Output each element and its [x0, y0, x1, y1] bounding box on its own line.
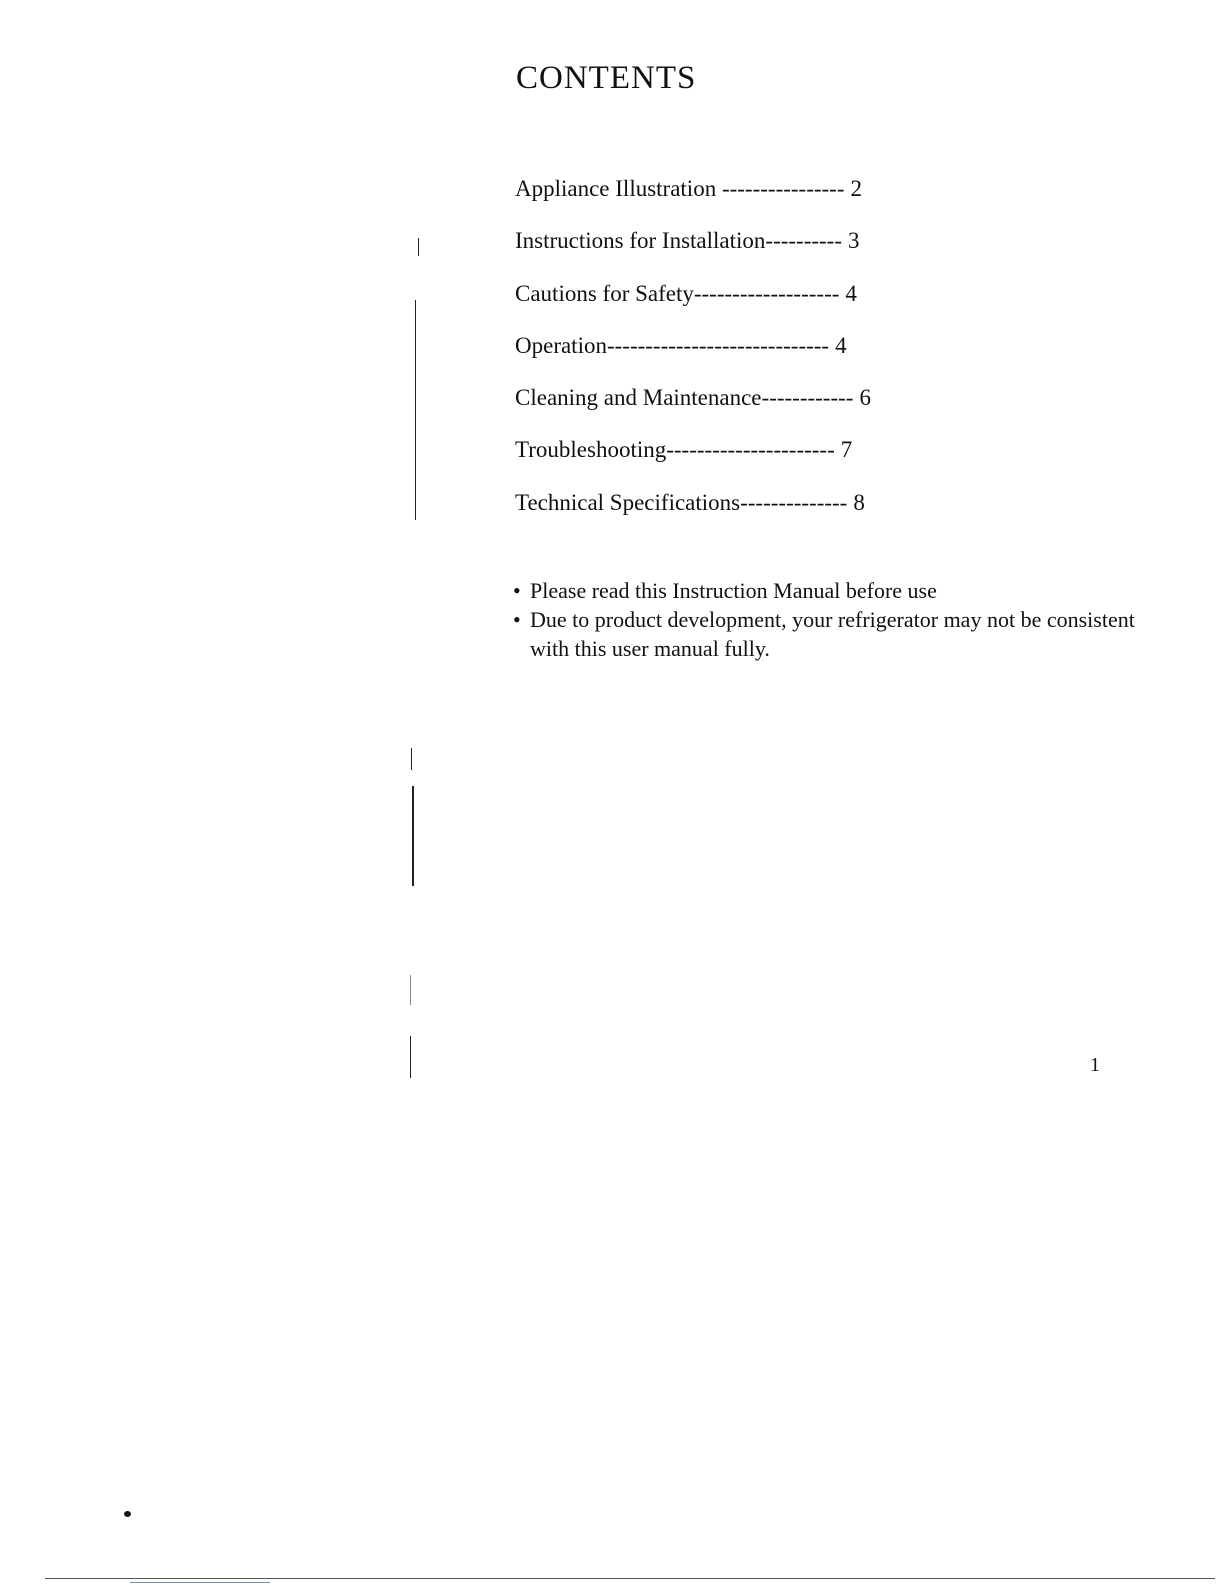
toc-entry-installation: [515, 222, 935, 274]
toc-page-number: 8: [853, 489, 865, 515]
scan-artifact-line: [410, 1036, 411, 1078]
toc-entry-cleaning: [515, 379, 935, 431]
toc-entry-title: Cleaning and Maintenance: [515, 385, 762, 411]
toc-leader: ----------------------: [666, 437, 835, 463]
toc-leader: ----------------: [716, 176, 845, 201]
toc-page-number: 4: [835, 332, 847, 358]
scan-artifact-line: [410, 975, 411, 1005]
scan-artifact-line: [415, 300, 416, 520]
toc-entry-appliance-illustration: [515, 170, 935, 222]
toc-entry-safety: [515, 275, 935, 327]
toc-leader: -----------------------------: [606, 332, 830, 358]
toc-entry-troubleshooting: [515, 431, 935, 483]
toc-entry-operation: [515, 327, 935, 379]
scan-artifact-line: [418, 238, 419, 256]
toc-entry-title: Operation: [515, 332, 607, 358]
scan-artifact-bottom-rule: [45, 1578, 1215, 1579]
toc-entry-title: Instructions for Installation: [515, 228, 766, 254]
toc-page-number: 4: [845, 280, 857, 306]
scan-artifact-line: [411, 748, 412, 770]
note-product-development: [513, 605, 1153, 663]
toc-entry-title: Technical Specifications: [515, 489, 741, 515]
toc-leader: ----------: [765, 228, 842, 254]
scan-artifact-bottom-rule-blue: [130, 1582, 270, 1583]
toc-leader: --------------: [740, 489, 848, 515]
toc-entry-title: Troubleshooting: [515, 437, 667, 463]
toc-entry-technical-specifications: [515, 484, 935, 536]
toc-page-number: 3: [848, 228, 860, 254]
note-read-manual: [513, 576, 1153, 605]
toc-leader: ------------: [761, 385, 854, 411]
toc-leader: -------------------: [693, 280, 840, 306]
toc-page-number: 7: [840, 437, 853, 463]
toc-entry-title: Appliance Illustration: [515, 176, 717, 201]
toc-entry-title: Cautions for Safety: [515, 280, 694, 306]
table-of-contents: [515, 170, 935, 536]
page-title: CONTENTS: [516, 60, 697, 96]
toc-page-number: 6: [859, 385, 871, 411]
note-text: Please read this Instruction Manual before use: [530, 578, 937, 603]
scan-artifact-line: [412, 786, 414, 886]
page-number: 1: [1090, 1054, 1100, 1076]
bullet-icon: •: [513, 607, 521, 632]
scan-artifact-dot: [124, 1511, 131, 1517]
note-text: Due to product development, your refrigerator may not be consistent with this user manual fully.: [530, 607, 1135, 661]
bullet-icon: •: [513, 578, 521, 603]
toc-page-number: 2: [850, 176, 862, 201]
notes: [513, 576, 1153, 663]
